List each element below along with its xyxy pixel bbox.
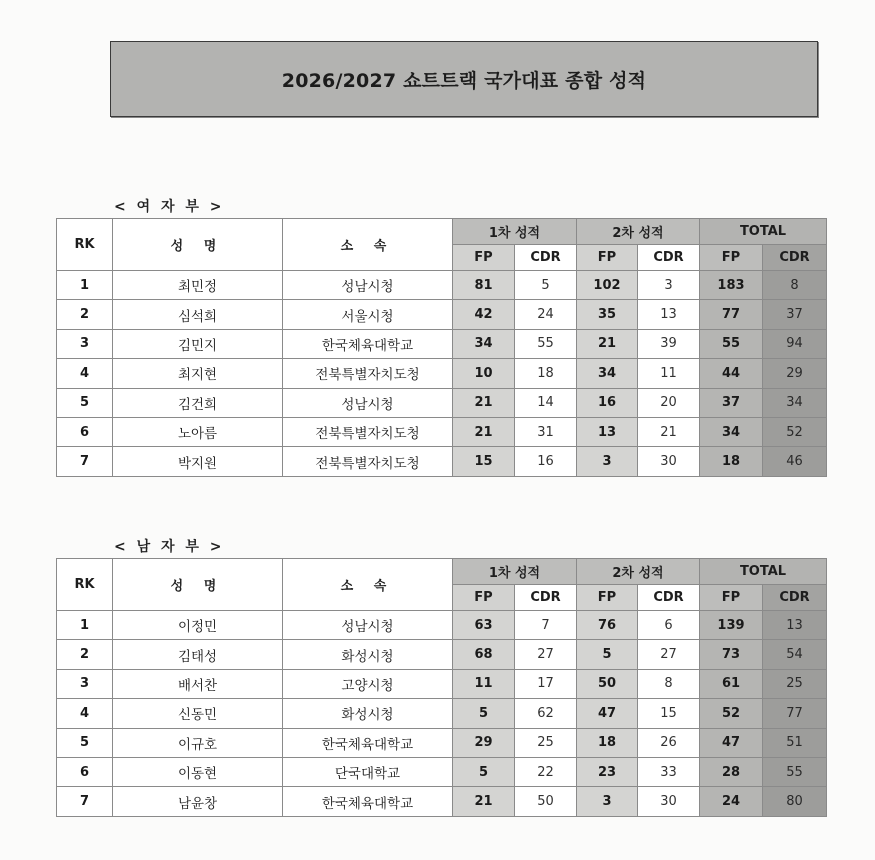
round1-cdr-cell: 16	[515, 447, 577, 476]
table-row	[57, 271, 827, 300]
header-round2: 2차 성적	[577, 219, 700, 245]
round1-fp-cell: 21	[453, 787, 515, 816]
header-name: 성 명	[113, 559, 283, 611]
team-cell: 전북특별자치도청	[283, 417, 453, 446]
table-row	[57, 669, 827, 698]
total-cdr-cell: 55	[763, 757, 827, 786]
table-row	[57, 388, 827, 417]
header-team: 소 속	[283, 219, 453, 271]
total-fp-cell: 183	[700, 271, 763, 300]
total-fp-cell: 18	[700, 447, 763, 476]
table-row	[57, 447, 827, 476]
total-cdr-cell: 37	[763, 300, 827, 329]
round1-fp-cell: 68	[453, 640, 515, 669]
team-cell: 한국체육대학교	[283, 329, 453, 358]
table-row	[57, 359, 827, 388]
table-row	[57, 300, 827, 329]
athlete-name-cell: 최민정	[113, 271, 283, 300]
round1-cdr-cell: 62	[515, 699, 577, 728]
table-row	[57, 329, 827, 358]
team-cell: 고양시청	[283, 669, 453, 698]
round2-cdr-cell: 15	[638, 699, 700, 728]
athlete-name-cell: 김태성	[113, 640, 283, 669]
header-round1-fp: FP	[453, 245, 515, 271]
header-round2-fp: FP	[577, 585, 638, 611]
round1-cdr-cell: 17	[515, 669, 577, 698]
round1-fp-cell: 42	[453, 300, 515, 329]
round2-cdr-cell: 13	[638, 300, 700, 329]
athlete-name-cell: 배서찬	[113, 669, 283, 698]
athlete-name-cell: 신동민	[113, 699, 283, 728]
round2-cdr-cell: 6	[638, 611, 700, 640]
round2-fp-cell: 3	[577, 447, 638, 476]
header-round1-cdr: CDR	[515, 585, 577, 611]
rank-cell: 3	[57, 329, 113, 358]
round2-cdr-cell: 20	[638, 388, 700, 417]
round1-cdr-cell: 5	[515, 271, 577, 300]
header-round1: 1차 성적	[453, 219, 577, 245]
team-cell: 화성시청	[283, 640, 453, 669]
total-cdr-cell: 8	[763, 271, 827, 300]
table-row	[57, 640, 827, 669]
team-cell: 단국대학교	[283, 757, 453, 786]
round2-cdr-cell: 21	[638, 417, 700, 446]
round2-fp-cell: 16	[577, 388, 638, 417]
round1-cdr-cell: 7	[515, 611, 577, 640]
header-rk: RK	[57, 559, 113, 611]
round1-cdr-cell: 31	[515, 417, 577, 446]
round2-cdr-cell: 30	[638, 787, 700, 816]
total-cdr-cell: 80	[763, 787, 827, 816]
round1-cdr-cell: 55	[515, 329, 577, 358]
athlete-name-cell: 이정민	[113, 611, 283, 640]
rank-cell: 5	[57, 728, 113, 757]
total-cdr-cell: 54	[763, 640, 827, 669]
round1-cdr-cell: 24	[515, 300, 577, 329]
total-cdr-cell: 46	[763, 447, 827, 476]
document-title-box	[110, 41, 818, 117]
total-fp-cell: 34	[700, 417, 763, 446]
team-cell: 전북특별자치도청	[283, 359, 453, 388]
team-cell: 한국체육대학교	[283, 787, 453, 816]
round1-fp-cell: 34	[453, 329, 515, 358]
header-round2-cdr: CDR	[638, 585, 700, 611]
round2-fp-cell: 23	[577, 757, 638, 786]
round1-fp-cell: 21	[453, 417, 515, 446]
header-team: 소 속	[283, 559, 453, 611]
header-round2: 2차 성적	[577, 559, 700, 585]
total-cdr-cell: 13	[763, 611, 827, 640]
round2-cdr-cell: 3	[638, 271, 700, 300]
rank-cell: 2	[57, 300, 113, 329]
header-total-fp: FP	[700, 245, 763, 271]
total-fp-cell: 73	[700, 640, 763, 669]
header-total-fp: FP	[700, 585, 763, 611]
round2-cdr-cell: 27	[638, 640, 700, 669]
rank-cell: 6	[57, 417, 113, 446]
table-row	[57, 728, 827, 757]
round1-fp-cell: 15	[453, 447, 515, 476]
round2-fp-cell: 76	[577, 611, 638, 640]
header-round2-cdr: CDR	[638, 245, 700, 271]
rank-cell: 1	[57, 271, 113, 300]
athlete-name-cell: 최지현	[113, 359, 283, 388]
athlete-name-cell: 이규호	[113, 728, 283, 757]
header-total-cdr: CDR	[763, 245, 827, 271]
header-round1-fp: FP	[453, 585, 515, 611]
round2-cdr-cell: 11	[638, 359, 700, 388]
athlete-name-cell: 김민지	[113, 329, 283, 358]
rank-cell: 3	[57, 669, 113, 698]
round1-fp-cell: 11	[453, 669, 515, 698]
team-cell: 성남시청	[283, 388, 453, 417]
rank-cell: 4	[57, 699, 113, 728]
header-total: TOTAL	[700, 219, 827, 245]
total-fp-cell: 44	[700, 359, 763, 388]
round2-cdr-cell: 26	[638, 728, 700, 757]
round2-cdr-cell: 33	[638, 757, 700, 786]
round1-cdr-cell: 25	[515, 728, 577, 757]
women-section-label: < 여 자 부 >	[114, 199, 225, 215]
round2-fp-cell: 5	[577, 640, 638, 669]
total-fp-cell: 55	[700, 329, 763, 358]
round1-fp-cell: 21	[453, 388, 515, 417]
header-rk: RK	[57, 219, 113, 271]
total-fp-cell: 139	[700, 611, 763, 640]
athlete-name-cell: 심석희	[113, 300, 283, 329]
round1-fp-cell: 29	[453, 728, 515, 757]
header-round1: 1차 성적	[453, 559, 577, 585]
rank-cell: 4	[57, 359, 113, 388]
athlete-name-cell: 박지원	[113, 447, 283, 476]
total-cdr-cell: 77	[763, 699, 827, 728]
table-row	[57, 787, 827, 816]
round1-cdr-cell: 18	[515, 359, 577, 388]
total-fp-cell: 28	[700, 757, 763, 786]
table-row	[57, 417, 827, 446]
round1-cdr-cell: 14	[515, 388, 577, 417]
header-total-cdr: CDR	[763, 585, 827, 611]
round1-cdr-cell: 27	[515, 640, 577, 669]
total-cdr-cell: 25	[763, 669, 827, 698]
round1-fp-cell: 10	[453, 359, 515, 388]
total-fp-cell: 77	[700, 300, 763, 329]
round2-fp-cell: 18	[577, 728, 638, 757]
rank-cell: 5	[57, 388, 113, 417]
round2-fp-cell: 34	[577, 359, 638, 388]
athlete-name-cell: 이동현	[113, 757, 283, 786]
men-section-label: < 남 자 부 >	[114, 539, 225, 555]
header-name: 성 명	[113, 219, 283, 271]
athlete-name-cell: 김건희	[113, 388, 283, 417]
team-cell: 성남시청	[283, 271, 453, 300]
rank-cell: 6	[57, 757, 113, 786]
total-cdr-cell: 34	[763, 388, 827, 417]
rank-cell: 7	[57, 787, 113, 816]
team-cell: 화성시청	[283, 699, 453, 728]
total-fp-cell: 47	[700, 728, 763, 757]
round1-cdr-cell: 22	[515, 757, 577, 786]
round2-fp-cell: 47	[577, 699, 638, 728]
round1-fp-cell: 81	[453, 271, 515, 300]
total-fp-cell: 37	[700, 388, 763, 417]
round2-cdr-cell: 8	[638, 669, 700, 698]
round2-fp-cell: 102	[577, 271, 638, 300]
total-cdr-cell: 52	[763, 417, 827, 446]
round1-fp-cell: 63	[453, 611, 515, 640]
total-cdr-cell: 29	[763, 359, 827, 388]
team-cell: 전북특별자치도청	[283, 447, 453, 476]
round2-fp-cell: 35	[577, 300, 638, 329]
header-round2-fp: FP	[577, 245, 638, 271]
team-cell: 서울시청	[283, 300, 453, 329]
table-row	[57, 757, 827, 786]
team-cell: 성남시청	[283, 611, 453, 640]
rank-cell: 7	[57, 447, 113, 476]
round2-cdr-cell: 30	[638, 447, 700, 476]
rank-cell: 1	[57, 611, 113, 640]
athlete-name-cell: 노아름	[113, 417, 283, 446]
round1-cdr-cell: 50	[515, 787, 577, 816]
header-round1-cdr: CDR	[515, 245, 577, 271]
round1-fp-cell: 5	[453, 699, 515, 728]
athlete-name-cell: 남윤창	[113, 787, 283, 816]
total-fp-cell: 24	[700, 787, 763, 816]
team-cell: 한국체육대학교	[283, 728, 453, 757]
rank-cell: 2	[57, 640, 113, 669]
round2-fp-cell: 3	[577, 787, 638, 816]
total-cdr-cell: 94	[763, 329, 827, 358]
total-fp-cell: 61	[700, 669, 763, 698]
round2-fp-cell: 21	[577, 329, 638, 358]
round2-fp-cell: 13	[577, 417, 638, 446]
round1-fp-cell: 5	[453, 757, 515, 786]
document-title: 2026/2027 쇼트트랙 국가대표 종합 성적	[281, 69, 647, 92]
total-cdr-cell: 51	[763, 728, 827, 757]
round2-cdr-cell: 39	[638, 329, 700, 358]
total-fp-cell: 52	[700, 699, 763, 728]
men-results-table	[56, 558, 827, 817]
table-row	[57, 611, 827, 640]
round2-fp-cell: 50	[577, 669, 638, 698]
table-row	[57, 699, 827, 728]
women-results-table	[56, 218, 827, 477]
header-total: TOTAL	[700, 559, 827, 585]
